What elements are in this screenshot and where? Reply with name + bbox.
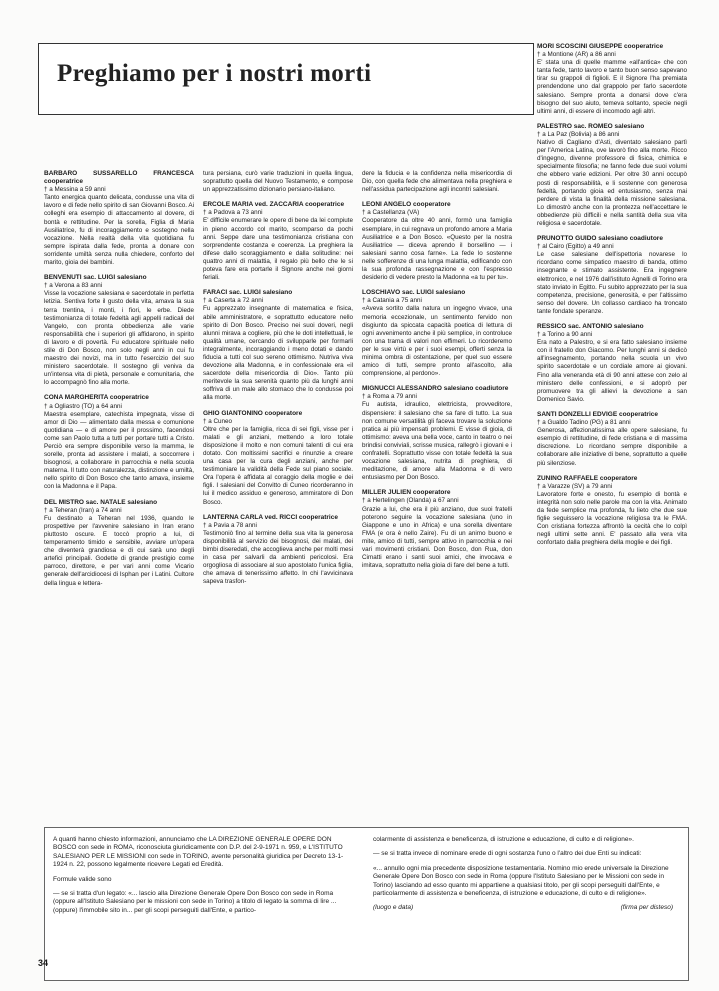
obituary-entry (203, 289, 353, 402)
page-title: Preghiamo per i nostri morti (57, 60, 372, 87)
obituary-name: GHIO GIANTONINO cooperatore (203, 409, 303, 417)
column-3 (362, 170, 512, 577)
obituary-name: RESSICO sac. ANTONIO salesiano (537, 323, 644, 330)
obituary-text: dere la fiducia e la confidenza nella misericordia di Dio, con quella fede che alimentava nella preghiera e nell'assidua partecipazione agli incontri salesiani. (362, 170, 512, 194)
obituary-place: † al Cairo (Egitto) a 49 anni (537, 243, 614, 251)
obituary-name: MILLER JULIEN cooperatore (362, 489, 451, 497)
obituary-text: Le case salesiane dell'ispettoria novarese lo ricordano come simpatico maestro di banda, ottimo insegnante e stimato assistente. Era ingegnere elettronico, e nel 1976 dall'istituto Agnelli di Torino era stato inviato in Egitto. Fu subito apprezzato per la sua competenza, precisione, generosità, e per l'altissimo senso del dovere. Un collasso cardiaco ha troncato tante fondate speranze. (537, 251, 687, 315)
obituary-text: tura persiana, curò varie traduzioni in quella lingua, soprattutto quella del Nuovo Testamento, e compose un apprezzatissimo dizionario persiano-italiano. (203, 170, 353, 194)
obituary-entry (537, 235, 687, 316)
obituary-text: «Aveva sortito dalla natura un ingegno vivace, una memoria eccezionale, un sentimento fervido non disgiunto da spiccata capacità poetica di lettura di ogni avvenimento anche il più semplice, in controluce con una trama di valori non effimeri. Lo ricorderemo per le sue virtù e per i suoi esempi, offerti senza la minima ombra di ostentazione, per quel suo essere amico di tutti, sempre pronto all'ascolto, alla comprensione, al perdono». (362, 305, 512, 378)
obituary-entry (203, 170, 353, 194)
obituary-place: † a Catania a 75 anni (362, 297, 422, 305)
obituary-place: † a Messina a 59 anni (44, 186, 106, 194)
obituary-place: † a Padova a 73 anni (203, 209, 263, 217)
obituary-place: † a Cuneo (203, 417, 233, 425)
obituary-text: Generosa, affezionatissima alle opere salesiane, fu esempio di rettitudine, di fede cristiana e di massima discrezione. Lo ricordano sempre disponibile a collaborare alle iniziative di bene, soprattutto a quelle più silenziose. (537, 427, 687, 467)
place-date-label: (luogo e data) (373, 904, 414, 912)
obituary-place: † a Gualdo Tadino (PG) a 81 anni (537, 419, 631, 427)
obituary-entry (362, 201, 512, 282)
obituary-place: † a Teheran (Iran) a 74 anni (44, 506, 122, 514)
notice-left-column (53, 836, 353, 921)
obituary-name: DEL MISTRO sac. NATALE salesiano (44, 498, 158, 506)
obituary-entry (44, 394, 194, 491)
obituary-entry (44, 170, 194, 267)
obituary-place: † a Ogliastro (TO) a 64 anni (44, 402, 122, 410)
obituary-entry (362, 170, 512, 194)
obituary-text: E' difficile enumerare le opere di bene da lei compiute in pieno accordo col marito, scomparso da pochi anni. Seppe dare una testimonianza cristiana con sorprendente costanza e coerenza. La preghiera la difese dallo scoraggiamento e dalla solitudine: nei quattro anni di malattia, il regalo più bello che le si poteva fare era portarle il Signore anche nei giorni feriali. (203, 217, 353, 282)
obituary-name: PALESTRO sac. ROMEO salesiano (537, 122, 645, 130)
obituary-entry (362, 385, 512, 482)
obituary-entry (44, 499, 194, 588)
obituary-entry (203, 201, 353, 282)
obituary-entry (537, 43, 687, 116)
obituary-text: Maestra esemplare, catechista impegnata, visse di amor di Dio — alimentato dalla messa e comunione quotidiana — e di amore per il prossimo, facendosi come san Paolo tutta a tutti per portare tutti a Cristo. Perciò era sempre disponibile verso la mamma, le sorelle, pronta ad assistere i malati, a soccorrere i bisognosi, a collaborare in parrocchia e nella scuola materna. Il tutto con naturalezza, distinzione e umiltà, nello spirito di Don Bosco che tanto amava, insieme con la Madonna e il Papa. (44, 410, 194, 491)
obituary-name: LANTERNA CARLA ved. RICCI cooperatrice (203, 513, 338, 521)
obituary-place: † a Caserta a 72 anni (203, 297, 264, 305)
obituary-entry (44, 274, 194, 387)
obituary-entry (537, 475, 687, 548)
notice-right-column (373, 836, 673, 913)
obituary-text: Oltre che per la famiglia, ricca di sei figli, visse per i malati e gli anziani, mettendo a loro totale disposizione il molto e non comuni talenti di cui era dotato. Con moltissimi sacrifici e rinunzie a creare una casa per la cura degli anziani, anche per testimoniare la validità della Fede sul piano sociale. Ora l'opera è affidata al coraggio della moglie e dei figli. I salesiani del Convitto di Cuneo ricorderanno in lui il medico assiduo e generoso, ammiratore di Don Bosco. (203, 425, 353, 506)
page-number: 34 (38, 958, 49, 968)
obituary-name: LOSCHIAVO sac. LUIGI salesiano (362, 289, 466, 297)
obituary-name: MORI SCOSCINI GIUSEPPE cooperatrice (537, 43, 664, 50)
obituary-name: LEONI ANGELO cooperatore (362, 201, 451, 209)
column-2 (203, 170, 353, 594)
obituary-text: Grazie a lui, che era il più anziano, due suoi fratelli poterono seguire la vocazione salesiana (uno in Giappone e uno in Africa) e una sorella diventare FMA (e ora è nello Zaire). Fu di un animo buono e mite, amico di tutti, sempre attivo in parrocchia e nei vari movimenti cristiani. Don Bosco, don Rua, don Cimatti erano i santi suoi amici, che invocava e imitava, soprattutto nella gioia di fare del bene a tutti. (362, 505, 512, 570)
obituary-place: † a Roma a 79 anni (362, 393, 417, 401)
obituary-text: Testimoniò fino al termine della sua vita la generosa disponibilità al servizio dei bisognosi, dei malati, dei bimbi diseredati, che accoglieva anche per molti mesi in casa per salvarli da ambienti pericolosi. Era orgogliosa di associare al suo apostolato l'unica figlia, che amava di tenerissimo affetto. In chi l'avvicinava sapeva trasfon- (203, 529, 353, 586)
obituary-place: † a Verona a 83 anni (44, 282, 103, 290)
obituary-text: Lavoratore forte e onesto, fu esempio di bontà e integrità non solo nelle parole ma con la vita. Animato da fede semplice ma profonda, fu lieto che due sue figlie seguissero la vocazione religiosa tra le FMA. Con cristiana fortezza affrontò la cecità che lo colpì negli ultimi sette anni. E' passato alla vera vita confortato dalla preghiera della moglie e dei figli. (537, 490, 687, 547)
obituary-place: † a Montione (AR) a 86 anni (537, 51, 616, 59)
column-4 (537, 43, 687, 554)
obituary-text: Cooperatore da oltre 40 anni, formò una famiglia esemplare, in cui regnava un profondo amore a Maria Ausiliatrice e a Don Bosco. «Questo per la nostra Ausiliatrice — diceva aprendo il borsellino — i salesiani sanno cosa farne». La fede lo sostenne nelle sofferenze di una lunga malattia, edificando con la sua profonda rassegnazione e con l'espresso desiderio di vedere presto la Madonna «a tu per tu». (362, 217, 512, 282)
notice-paragraph: A quanti hanno chiesto informazioni, annunciamo che LA DIREZIONE GENERALE OPERE DON BOSCO con sede in ROMA, riconosciuta giuridicamente con D.P. del 2-9-1971 n. 959, e L'ISTITUTO SALESIANO PER LE MISSIONI con sede in TORINO, avente personalità giuridica per Decreto 13-1-1924 n. 22, possono legalmente ricevere Legati ed Eredità. (53, 836, 344, 869)
obituary-text: Era nato a Palestro, e si era fatto salesiano insieme con il fratello don Giacomo. Per lunghi anni si dedicò all'insegnamento, portando nella scuola un vivo spirito sacerdotale e un cordiale amore ai giovani. Fino alla veneranda età di 90 anni attese con zelo al ministero delle confessioni, e si adoprò per promuovere tra gli allievi la devozione a san Domenico Savio. (537, 339, 687, 403)
obituary-place: † a Castellanza (VA) (362, 209, 420, 217)
obituary-name: FARACI sac. LUIGI salesiano (203, 289, 293, 297)
obituary-place: † a Torino a 90 anni (537, 331, 593, 339)
title-box (38, 43, 534, 115)
obituary-text: Fu autista, idraulico, elettricista, provveditore, dispensiere: il salesiano che sa fare di tutto. La sua non comune versatilità gli faceva trovare la soluzione pratica ai più impensati problemi. E visse di gioia, di ottimismo: aveva una bella voce, canto in teatro o nei brindisi conviviali, scrisse musica, rallegrò i giovani e i confratelli. Soprattutto visse con totale fedeltà la sua vocazione salesiana, nutrita di preghiera, di meditazione, di amore alla Madonna e di vero entusiasmo per Don Bosco. (362, 401, 512, 482)
obituary-entry (362, 289, 512, 378)
notice-paragraph: — se si tratta d'un legato: «... lascio alla Direzione Generale Opere Don Bosco con sede in Roma (oppure all'Istituto Salesiano per le missioni con sede in Torino) a titolo di legato la somma di lire ... (oppure) l'immobile sito in... per gli scopi perseguiti dall'Ente, e partico- (53, 890, 337, 914)
obituary-entry (362, 489, 512, 570)
obituary-text: Fu apprezzato insegnante di matematica e fisica, abile amministratore, e soprattutto educatore nello spirito di Don Bosco. Preciso nei suoi doveri, negli alunni mirava a cogliere, più che le doti intellettuali, le qualità umane, cercando di svilupparle per formarli integralmente, incoraggiando i meno dotati e dando fiducia a tutti col suo sereno ottimismo. Nutriva viva devozione alla Madonna, e in confessionale era «il sacerdote della misericordia di Dio». Tanto più meritevole la sua serenità quanto più da lunghi anni soffriva di un male allo stomaco che lo condusse poi alla morte. (203, 305, 353, 402)
obituary-name: CONA MARGHERITA cooperatrice (44, 394, 149, 402)
obituary-entry (203, 410, 353, 507)
obituary-name: ZUNINO RAFFAELE cooperatore (537, 474, 638, 482)
obituary-name: BARBARO SUSSARELLO FRANCESCA cooperatrice (44, 170, 194, 186)
obituary-text: E' stata una di quelle mamme «all'antica» che con tanta fede, tanto lavoro e tanto buon senso sapevano tirar su grappoli di figlioli. E il Signore l'ha premiata prendendone uno dal grappolo per farlo sacerdote salesiano. Sempre pronta a donarsi dove c'era bisogno del suo aiuto, temeva soltanto, specie negli ultimi anni, di essere di incomodo agli altri. (537, 59, 687, 115)
obituary-name: SANTI DONZELLI EDVIGE cooperatrice (537, 410, 658, 418)
obituary-text: Nativo di Cagliano d'Asti, diventato salesiano partì per l'America Latina, ove lavorò fino alla morte. Ricco d'ingegno, divenne professore di fisica, chimica e specialmente filosofia; ne fanno fede due suoi volumi che ebbero varie edizioni. Per oltre 30 anni occupò posti di responsabilità, e li sostenne con generosa fedeltà, portando gioia ed entusiasmo, senza mai perdere di vista la finalità della missione salesiana. Lo dimostrò anche con la prontezza nell'accettare le obbedienze più difficili e nella santità della sua vita religiosa e sacerdotale. (537, 139, 687, 227)
signature-line (373, 904, 673, 912)
notice-paragraph: «... annullo ogni mia precedente disposizione testamentaria. Nomino mio erede universale la Direzione Generale Opere Don Bosco con sede in Roma (oppure l'Istituto Salesiano per le Missioni con sede in Torino) lasciando ad esso quanto mi appartiene a qualsiasi titolo, per gli scopi perseguiti dall'Ente, e particolarmente di assistenza e beneficenza, di istruzione e educazione, di culto e di religione». (373, 864, 669, 898)
notice-paragraph: colarmente di assistenza e beneficenza, di istruzione e educazione, di culto e di religione». (373, 836, 634, 843)
obituary-text: Visse la vocazione salesiana e sacerdotale in perfetta letizia. Sentiva forte il gusto della vita, amava la sua terra trentina, i monti, i fiori, le erbe. Diede testimonianza di totale fedeltà agli appelli radicali del Vangelo, con pronta obbedienza alle varie responsabilità che i superiori gli affidarono, in spirito di lavoro e di povertà. Fu educatore spirituale nello stile di Don Bosco, non solo negli anni in cui fu maestro dei novizi, ma in tutto l'esercizio del suo ministero sacerdotale. Il sostegno gli veniva da un'intensa vita di pietà, personale e comunitaria, che lo accompagnò fino alla morte. (44, 290, 194, 387)
notice-paragraph: — se si tratta invece di nominare erede di ogni sostanza l'uno o l'altro dei due Enti su indicati: (373, 850, 642, 858)
obituary-entry (537, 411, 687, 468)
obituary-entry (203, 514, 353, 587)
obituary-name: PRUNOTTO GUIDO salesiano coadiutore (537, 235, 663, 243)
obituary-place: † a Hertelingen (Olanda) a 67 anni (362, 497, 459, 505)
signature-label: (firma per disteso) (620, 904, 673, 912)
obituary-text: Tanto energica quanto delicata, condusse una vita di lavoro e di fede nello spirito di san Giovanni Bosco. Ai colleghi era esempio di attaccamento al dovere, di bontà e rettitudine. Per la sorella, Figlia di Maria Ausiliatrice, fu di incoraggiamento e sostegno nella vocazione. Nella realtà della vita quotidiana fu sempre ispirata dalla fede, pronta a donare con sorridente umiltà senza nulla chiedere, conforto del marito, gioia dei bambini. (44, 194, 194, 267)
obituary-text: Fu destinato a Teheran nel 1936, quando le prospettive per l'avvenire salesiano in Iran erano piuttosto oscure. E toccò proprio a lui, di temperamento timido e sensibile, avviare un'opera che diventerà grandiosa e di cui sarà uno degli artefici principali. Godette di grande prestigio come parroco, direttore, e per vari anni come Vicario generale dell'arcidiocesi di Isphan per i Latini. Cultore della lingua e lettera- (44, 514, 194, 587)
obituary-entry (537, 123, 687, 228)
obituary-place: † a Varazze (SV) a 79 anni (537, 482, 613, 490)
obituary-name: ERCOLE MARIA ved. ZACCARIA cooperatrice (203, 201, 345, 209)
legal-notice-box (44, 827, 689, 981)
obituary-place: † a La Paz (Bolivia) a 86 anni (537, 130, 620, 138)
obituary-entry (537, 323, 687, 404)
column-1 (44, 170, 194, 595)
notice-formulas-heading: Formule valide sono (53, 875, 112, 883)
obituary-name: BENVENUTI sac. LUIGI salesiano (44, 274, 147, 282)
obituary-place: † a Pavia a 78 anni (203, 521, 257, 529)
obituary-name: MIGNUCCI ALESSANDRO salesiano coadiutore (362, 385, 509, 393)
